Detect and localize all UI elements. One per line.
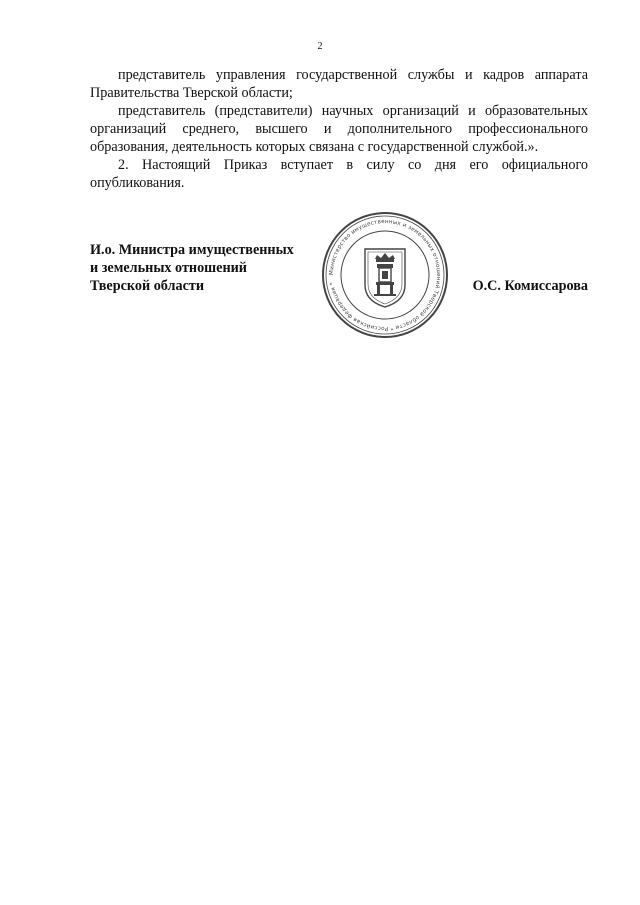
page-number: 2 [317,41,323,52]
seal-stamp-icon [321,211,449,339]
signatory-name: О.С. Комиссарова [472,278,588,294]
document-body [90,66,588,192]
signatory-position-line: Тверской области [90,278,205,294]
paragraph-representative-education: представитель (представители) научных организаций и образовательных организаций среднего, высшего и дополнительного профессионального образования, деятельность которых связана с государственной службой.». [90,103,588,155]
paragraph-representative-civil-service: представитель управления государственной службы и кадров аппарата Правительства Тверской области; [90,67,588,101]
signatory-position-line: и земельных отношений [90,260,247,276]
signatory-position [90,241,310,295]
coat-of-arms-icon [365,249,405,307]
seal-circular-text: Министерство имущественных и земельных отношений Тверской области * Российская Федерация * [328,218,442,332]
paragraph-entry-into-force: 2. Настоящий Приказ вступает в силу со дня его официального опубликования. [90,157,588,191]
signatory-position-line: И.о. Министра имущественных [90,242,294,258]
official-seal [321,211,449,339]
